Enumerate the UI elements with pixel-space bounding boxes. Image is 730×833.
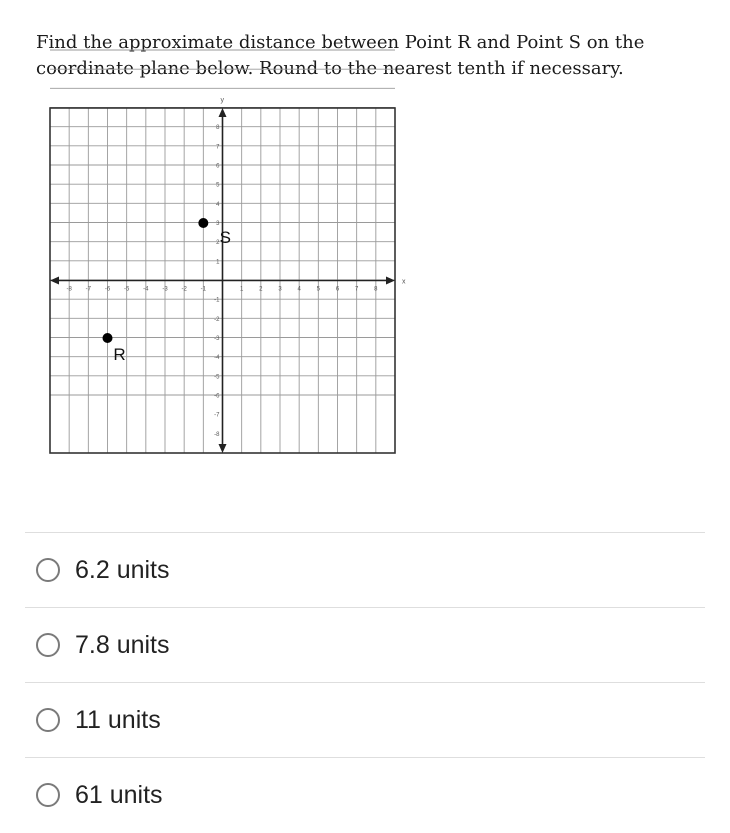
y-tick-label: -5 — [214, 374, 220, 381]
y-tick-label: 5 — [216, 182, 220, 189]
x-tick-label: 1 — [239, 286, 244, 293]
y-axis-arrow-down — [219, 444, 227, 453]
answer-option-3[interactable] — [25, 682, 705, 757]
question-line-2: coordinate plane below. Round to the nearest tenth if necessary. — [36, 58, 624, 79]
x-tick-label: -5 — [123, 286, 130, 293]
point-s-marker — [198, 218, 208, 228]
answer-label: 11 units — [75, 705, 161, 734]
y-tick-label: 7 — [216, 144, 220, 151]
radio-button[interactable] — [36, 708, 60, 732]
y-tick-label: -1 — [214, 297, 220, 304]
x-axis-arrow-left — [50, 277, 59, 285]
x-tick-label: -3 — [162, 286, 168, 293]
x-axis-arrow-right — [386, 277, 395, 285]
y-tick-label: 8 — [216, 125, 220, 132]
point-r-label: R — [113, 345, 126, 364]
point-s-label: S — [219, 228, 232, 247]
answer-option-4[interactable] — [25, 757, 705, 832]
x-tick-label: 5 — [316, 286, 321, 293]
x-tick-label: 7 — [354, 286, 359, 293]
y-tick-label: -4 — [214, 355, 220, 362]
y-tick-label: 3 — [216, 221, 220, 227]
y-tick-label: 6 — [216, 163, 220, 170]
y-tick-label: -8 — [214, 431, 220, 438]
radio-button[interactable] — [36, 633, 60, 657]
answer-label: 61 units — [75, 780, 163, 809]
y-tick-label: -3 — [214, 336, 220, 342]
x-tick-label: -7 — [85, 286, 92, 293]
question-line-1: Find the approximate distance between Point R and Point S on the — [36, 32, 645, 53]
point-r-marker — [103, 333, 113, 343]
radio-button[interactable] — [36, 558, 60, 582]
y-tick-label: 1 — [216, 259, 220, 266]
x-tick-label: -8 — [66, 286, 72, 293]
x-tick-label: -1 — [200, 286, 207, 293]
answer-options — [25, 532, 705, 832]
x-tick-label: -2 — [181, 286, 187, 293]
answer-label: 6.2 units — [75, 555, 170, 584]
x-tick-label: 8 — [374, 286, 378, 293]
radio-button[interactable] — [36, 783, 60, 807]
x-tick-label: 3 — [278, 286, 282, 293]
y-tick-label: -6 — [214, 393, 220, 400]
answer-option-2[interactable] — [25, 607, 705, 682]
x-axis-label: x — [402, 278, 406, 286]
y-tick-label: -2 — [214, 316, 220, 323]
y-tick-label: 4 — [216, 201, 220, 208]
y-axis-arrow-up — [219, 108, 227, 117]
x-tick-label: 4 — [297, 286, 301, 293]
x-tick-label: 2 — [259, 286, 263, 293]
answer-option-1[interactable] — [25, 532, 705, 607]
y-axis-label: y — [220, 97, 224, 104]
x-tick-label: 6 — [335, 286, 340, 293]
y-tick-label: -7 — [214, 412, 220, 419]
x-tick-label: -6 — [104, 286, 111, 293]
answer-label: 7.8 units — [75, 630, 170, 659]
y-tick-label: 2 — [216, 240, 220, 247]
x-tick-label: -4 — [143, 286, 149, 293]
